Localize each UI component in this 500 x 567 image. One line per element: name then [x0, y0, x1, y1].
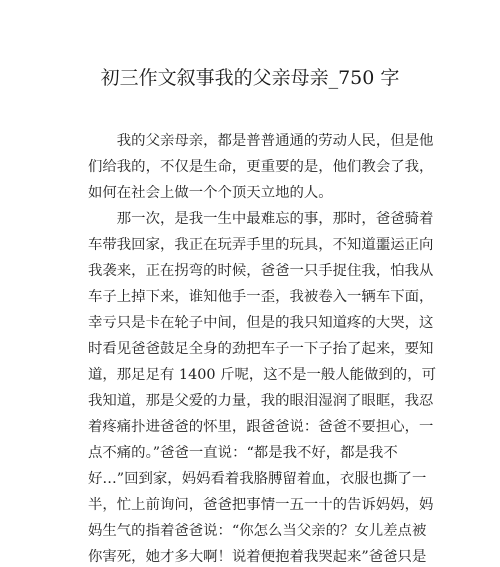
body-line: 我袭来，正在拐弯的时候，爸爸一只手捉住我，怕我从 — [88, 263, 434, 279]
body-line: 半，忙上前询问，爸爸把事情一五一十的告诉妈妈，妈 — [88, 497, 434, 513]
body-line: 幸亏只是卡在轮子中间，但是的我只知道疼的大哭，这 — [88, 315, 434, 331]
body-line: 你害死，她才多大啊！说着便抱着我哭起来”爸爸只是 — [88, 549, 427, 565]
body-line: 车带我回家，我正在玩弄手里的玩具，不知道噩运正向 — [88, 237, 434, 253]
body-line: 我的父亲母亲，都是普普通通的劳动人民，但是他 — [88, 133, 434, 149]
body-line: 道，那足足有 1400 斤呢，这不是一般人能做到的，可 — [88, 367, 436, 383]
body-line: 们给我的，不仅是生命，更重要的是，他们教会了我， — [88, 159, 434, 175]
body-line: 着疼痛扑进爸爸的怀里，跟爸爸说：爸爸不要担心，一 — [88, 419, 434, 435]
body-line: 好…”回到家，妈妈看着我胳膊留着血，衣服也撕了一 — [88, 471, 427, 487]
body-line: 时看见爸爸鼓足全身的劲把车子一下子抬了起来，要知 — [88, 341, 434, 357]
body-line: 车子上掉下来，谁知他手一歪，我被卷入一辆车下面， — [88, 289, 434, 305]
body-line: 那一次，是我一生中最难忘的事，那时，爸爸骑着 — [88, 211, 434, 227]
body-line: 妈生气的指着爸爸说：“你怎么当父亲的？女儿差点被 — [88, 523, 427, 539]
body-line: 如何在社会上做一个个顶天立地的人。 — [88, 185, 333, 201]
document-title: 初三作文叙事我的父亲母亲_750 字 — [100, 67, 400, 89]
body-line: 点不痛的。”爸爸一直说：“都是我不好，都是我不 — [88, 445, 398, 461]
body-line: 我知道，那是父爱的力量，我的眼泪湿润了眼眶，我忍 — [88, 393, 434, 409]
